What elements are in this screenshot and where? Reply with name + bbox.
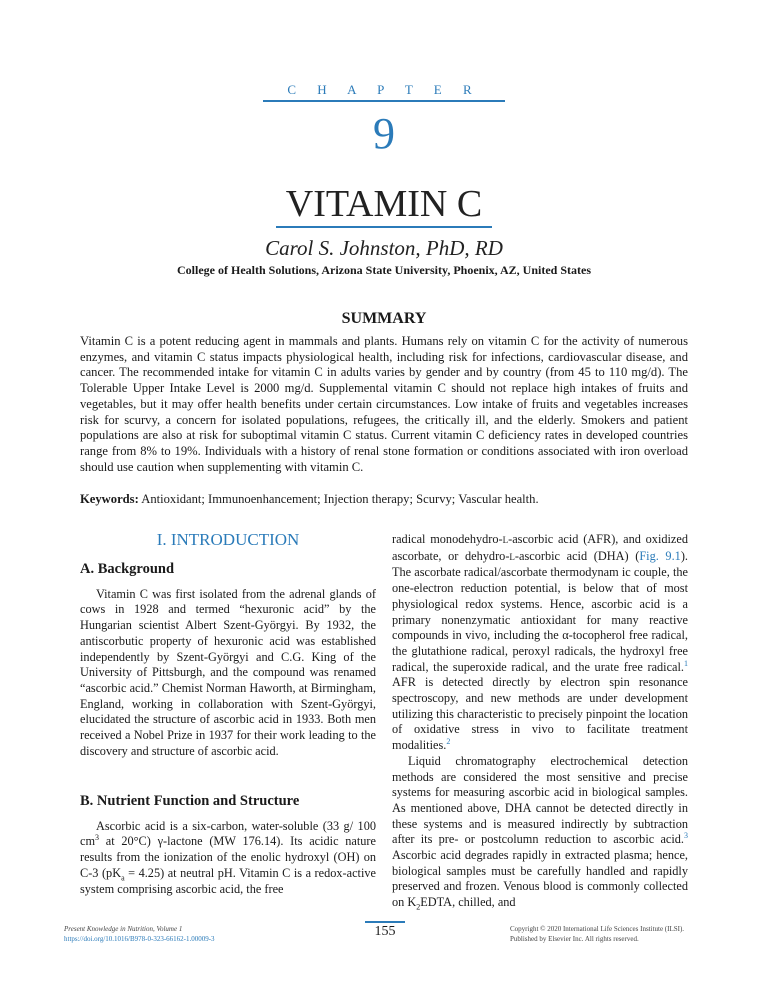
- journal-name: Present Knowledge in Nutrition, Volume 1: [64, 925, 183, 933]
- chapter-number: 9: [373, 109, 395, 158]
- background-paragraph: Vitamin C was first isolated from the adrenal glands of cows in 1928 and termed “hexuronic acid” by the Hungarian scientist Albert Szent-Györgyi. By 1932, the antiscorbutic property of hexuronic acid was established independently by Szent-Györgyi and C.G. King of the University of Pittsburgh, and the compound was renamed “ascorbic acid.” Chemist Norman Haworth, at Birmingham, England, working in collaboration with Szent-Györgyi, elucidated the structure of ascorbic acid in 1933. Both men received a Nobel Prize in 1937 for their work leading to the discovery and structure of ascorbic acid.: [80, 586, 376, 758]
- section-heading-introduction: I. INTRODUCTION: [156, 530, 300, 549]
- doi-link[interactable]: https://doi.org/10.1016/B978-0-323-66162-1.00009-3: [64, 935, 215, 943]
- copyright-line: Copyright © 2020 International Life Sciences Institute (ILSI).: [510, 925, 685, 933]
- keywords-text: Antioxidant; Immunoenhancement; Injection therapy; Scurvy; Vascular health.: [138, 492, 539, 506]
- chapter-rule: [263, 100, 505, 102]
- nutrient-paragraph: Ascorbic acid is a six-carbon, water-soluble (33 g/ 100 $cm^3$ at 20°C) γ-lactone (MW 176.14). Its acidic nature results from the ionization of the enolic hydroxyl (OH) on C-3 $(pK_a = 4.25)$ at neutral pH. Vitamin C is a redox-active system comprising ascorbic acid, the free: [80, 818, 376, 896]
- publisher-line: Published by Elsevier Inc. All rights reserved.: [510, 935, 639, 943]
- citation-link-1[interactable]: 1: [684, 658, 688, 668]
- summary-heading: SUMMARY: [341, 310, 427, 327]
- chapter-title: VITAMIN C: [285, 183, 483, 225]
- footer-citation: [64, 924, 215, 944]
- citation-link-2[interactable]: 2: [446, 737, 451, 747]
- author-name: Carol S. Johnston, PhD, RD: [265, 236, 503, 260]
- left-column-bottom: [80, 794, 376, 897]
- footer-rule: [365, 921, 405, 923]
- summary-text: Vitamin C is a potent reducing agent in mammals and plants. Humans rely on vitamin C for the activity of numerous enzymes, and vitamin C status impacts physiological health, including risk for infections, cardiovascular disease, and cancer. The recommended intake for vitamin C in adults varies by gender and by country (from 45 to 110 mg/d). The Tolerable Upper Intake Level is 2000 mg/d. Supplemental vitamin C should not replace high intakes of fruits and vegetables, but it may offer health benefits under certain circumstances. Low intake of fruits and vegetables increases risk for scurvy, a concern for isolated populations, refugees, the critically ill, and the elderly. Smokers and patient populations are also at risk for suboptimal vitamin C status. Current vitamin C deficiency rates in developed countries range from 8% to 19%. Individuals with a history of renal stone formation or conditions associated with iron overload should use caution when supplementing with vitamin C.: [80, 334, 688, 474]
- chapter-label: C H A P T E R: [287, 82, 481, 97]
- keywords-label: Keywords:: [80, 492, 139, 506]
- right-paragraph-1: radical monodehydro-L-ascorbic acid (AFR), and oxidized ascorbate, or dehydro-L-ascorbic acid (DHA) (Fig. 9.1). The ascorbate radical/ascorbate thermodynam ic couple, the one-electron reduction potential, is below that of most physiological redox systems. Hence, ascorbic acid is a primary nonenzymatic antioxidant for many reactive compounds in vivo, including the α-tocopherol free radical, the glutathione radical, peroxyl radicals, the hydroxyl free radical, the superoxide radical, and the urate free radical.$^1$ AFR is detected directly by electron spin resonance spectroscopy, and new methods are under development utilizing this characteristic to precisely pinpoint the location of oxidative stress in vivo to facilitate treatment modalities.$^2$: [392, 532, 688, 753]
- subsection-heading-background: A. Background: [80, 561, 175, 577]
- right-paragraph-2: Liquid chromatography electrochemical detection methods are considered the most sensitive and precise systems for measuring ascorbic acid in biological samples. As mentioned above, DHA cannot be detected directly in these systems and is measured indirectly by subtraction after its pre- or postcolumn reduction to ascorbic acid.$^3$ Ascorbic acid degrades rapidly in extracted plasma; hence, biological samples must be carefully handled and rapidly preserved and frozen. Venous blood is commonly collected on $K_2EDTA$, chilled, and: [392, 753, 688, 912]
- right-column: [392, 532, 688, 911]
- page-number: 155: [374, 924, 396, 939]
- title-rule: [276, 226, 492, 228]
- author-affiliation: College of Health Solutions, Arizona State University, Phoenix, AZ, United States: [177, 263, 591, 277]
- footer-copyright: [510, 924, 684, 944]
- keywords: [80, 492, 688, 508]
- left-column-top: [80, 562, 376, 759]
- subsection-heading-nutrient: B. Nutrient Function and Structure: [80, 793, 300, 809]
- figure-link[interactable]: Fig. 9.1: [639, 548, 681, 563]
- citation-link-3[interactable]: 3: [684, 831, 688, 841]
